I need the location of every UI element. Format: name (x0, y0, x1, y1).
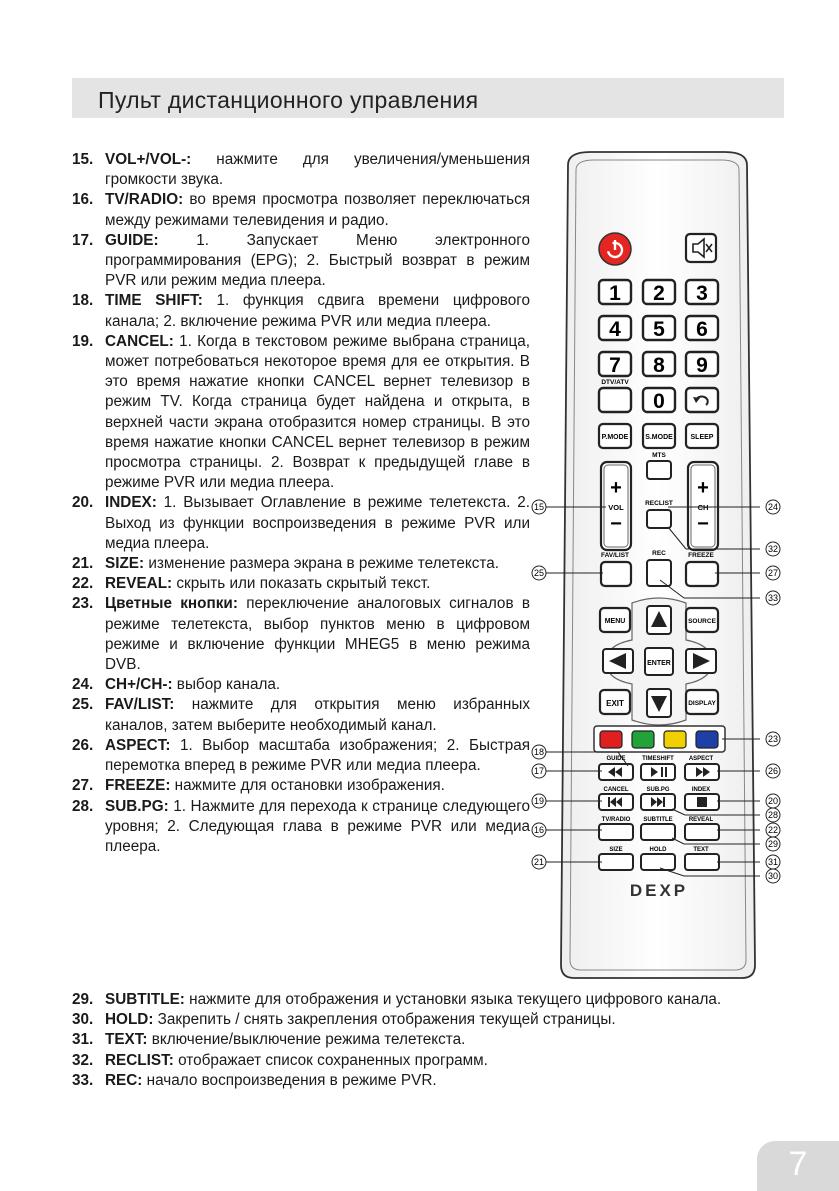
digit-8-button[interactable] (643, 352, 675, 377)
timeshift-label: TIMESHIFT (642, 756, 674, 762)
digit-9-button[interactable] (686, 352, 718, 377)
svg-text:3: 3 (696, 282, 708, 305)
svg-text:15: 15 (533, 502, 545, 512)
svg-text:8: 8 (653, 354, 665, 377)
play-pause-button[interactable] (641, 764, 675, 780)
hold-label: HOLD (649, 847, 667, 853)
dtv-atv-label: DTV/ATV (601, 379, 629, 386)
freeze-button[interactable] (686, 562, 718, 586)
dtv-atv-button[interactable] (599, 388, 631, 412)
vol-rocker[interactable] (601, 462, 631, 550)
svg-text:9: 9 (696, 354, 708, 377)
rec-label: REC (652, 550, 666, 557)
guide-label: GUIDE (606, 756, 626, 762)
digit-2-button[interactable] (643, 280, 675, 305)
favlist-button[interactable] (601, 562, 631, 586)
pmode-button[interactable] (599, 424, 631, 448)
list-item: 22. REVEAL: скрыть или показать скрытый текст. (72, 575, 431, 593)
list-item: 32. RECLIST: отображает список сохраненных программ. (72, 1051, 488, 1069)
rec-button[interactable] (647, 560, 671, 586)
svg-text:4: 4 (609, 318, 621, 341)
mts-button[interactable] (647, 461, 671, 479)
list-item: 17. GUIDE: 1. Запускает Меню электронного программирования (EPG); 2. Быстрый возврат в режим PVR или режим медиа плеера. (72, 231, 530, 290)
exit-button[interactable] (600, 690, 630, 714)
list-item: 23. Цветные кнопки: переключение аналоговых сигналов в режиме телетекста, выбор пунктов меню в цифровом режиме и включение функции MHEG5 в меню режима DVB. (72, 595, 530, 674)
svg-text:1: 1 (609, 282, 621, 305)
green-button[interactable] (632, 731, 654, 748)
svg-text:SOURCE: SOURCE (688, 618, 716, 625)
size-label: SIZE (609, 847, 623, 853)
red-button[interactable] (600, 731, 622, 748)
digit-0-button[interactable] (643, 388, 675, 413)
digit-1-button[interactable] (599, 280, 631, 305)
ch-label: CH (697, 503, 709, 512)
ch-rocker[interactable] (688, 462, 718, 550)
list-item: 20. INDEX: 1. Вызывает Оглавление в режиме телетекста. 2. Выход из функции воспроизведения в режиме PVR или медиа плеера. (72, 494, 530, 552)
svg-text:7: 7 (609, 354, 621, 377)
svg-text:21: 21 (533, 857, 545, 867)
recall-button[interactable] (686, 388, 718, 412)
svg-text:20: 20 (767, 796, 779, 806)
svg-text:27: 27 (767, 568, 779, 578)
list-item: 19. CANCEL: 1. Когда в текстовом режиме выбрана страница, может потребоваться некоторое время для ее открытия. В это время нажатие кнопки CANCEL вернет телевизор в режим TV. Когда страница будет найдена и открыта, в верхней части экрана отобразится номер страницы. В это время нажатие кнопки CANCEL вернет телевизор в режим просмотра страницы. 2. Возврат к предыдущей главе в режиме PVR или медиа плеера. (72, 332, 530, 492)
svg-text:18: 18 (533, 747, 545, 757)
digit-6-button[interactable] (686, 316, 718, 341)
text-label: TEXT (693, 847, 709, 853)
list-item: 25. FAV/LIST: нажмите для открытия меню избранных каналов, затем выберите необходимый канал. (72, 696, 530, 734)
source-button[interactable] (686, 608, 718, 632)
digit-3-button[interactable] (686, 280, 718, 305)
brand-logo: DEXP (629, 881, 689, 900)
svg-text:MENU: MENU (604, 618, 626, 625)
reclist-label: RECLIST (645, 500, 673, 507)
aspect-label: ASPECT (688, 756, 714, 762)
subpg-label: SUB.PG (646, 787, 670, 793)
list-item: 33. REC: начало воспроизведения в режиме PVR. (72, 1071, 437, 1089)
size-button[interactable] (599, 854, 633, 870)
list-item: 15. VOL+/VOL-: нажмите для увеличения/уменьшения громкости звука. (72, 151, 530, 189)
subtitle-label: SUBTITLE (643, 817, 673, 823)
fast-forward-button[interactable] (685, 764, 719, 780)
mute-button[interactable] (686, 234, 716, 262)
svg-text:31: 31 (767, 857, 779, 867)
svg-text:33: 33 (767, 593, 779, 603)
page-number: 7 (757, 1141, 839, 1191)
svg-text:23: 23 (767, 734, 779, 744)
index-label: INDEX (691, 787, 711, 793)
list-item: 18. TIME SHIFT: 1. функция сдвига времени цифрового канала; 2. включение режима PVR или медиа плеера. (72, 292, 530, 330)
smode-button[interactable] (643, 424, 675, 448)
list-item: 29. SUBTITLE: нажмите для отображения и установки языка текущего цифрового канала. (72, 991, 722, 1008)
list-item: 21. SIZE: изменение размера экрана в режиме телетекста. (72, 555, 499, 573)
svg-text:16: 16 (533, 825, 545, 835)
svg-text:EXIT: EXIT (606, 699, 624, 708)
list-item: 16. TV/RADIO: во время просмотра позволяет переключаться между режимами телевидения и радио. (72, 191, 530, 229)
callouts-right (766, 500, 780, 883)
prev-chapter-button[interactable] (599, 794, 633, 810)
rewind-button[interactable] (599, 764, 633, 780)
svg-text:26: 26 (767, 766, 779, 776)
list-item: 30. HOLD: Закрепить / снять закрепления отображения текущей страницы. (72, 1011, 616, 1029)
svg-text:0: 0 (653, 390, 665, 413)
svg-text:22: 22 (767, 825, 779, 835)
list-item: 27. FREEZE: нажмите для остановки изображения. (72, 777, 445, 795)
blue-button[interactable] (696, 731, 718, 748)
svg-text:29: 29 (767, 839, 779, 849)
power-button[interactable] (599, 233, 631, 265)
svg-text:30: 30 (767, 871, 779, 881)
stop-icon (697, 797, 707, 807)
page-title: Пульт дистанционного управления (98, 87, 479, 113)
vol-label: VOL (608, 503, 624, 512)
svg-text:25: 25 (533, 568, 545, 578)
svg-text:2: 2 (653, 282, 665, 305)
svg-text:19: 19 (533, 796, 545, 806)
freeze-label: FREEZE (688, 552, 714, 559)
svg-text:17: 17 (533, 766, 545, 776)
up-button[interactable] (647, 606, 671, 634)
menu-button[interactable] (600, 608, 630, 632)
digit-7-button[interactable] (599, 352, 631, 377)
vol-minus: − (610, 513, 622, 535)
list-item: 28. SUB.PG: 1. Нажмите для перехода к странице следующего уровня; 2. Следующая глава в режиме PVR или медиа плеера. (72, 797, 530, 855)
text-button[interactable] (685, 854, 719, 870)
tvradio-button[interactable] (599, 824, 633, 840)
right-button[interactable] (686, 649, 716, 673)
list-item: 31. TEXT: включение/выключение режима телетекста. (72, 1031, 466, 1049)
display-button[interactable] (686, 690, 718, 714)
svg-text:5: 5 (653, 318, 665, 341)
favlist-label: FAV/LIST (600, 552, 630, 559)
svg-text:24: 24 (767, 502, 779, 512)
svg-text:32: 32 (767, 544, 779, 554)
svg-text:28: 28 (767, 810, 779, 820)
svg-text:P.MODE: P.MODE (601, 434, 629, 441)
list-item: 26. ASPECT: 1. Выбор масштаба изображения; 2. Быстрая перемотка вперед в режиме PVR или медиа плеера. (72, 736, 530, 775)
digit-5-button[interactable] (643, 316, 675, 341)
list-item: 24. CH+/CH-: выбор канала. (72, 676, 281, 694)
svg-text:S.MODE: S.MODE (645, 434, 673, 441)
subtitle-button[interactable] (641, 824, 675, 840)
yellow-button[interactable] (664, 731, 686, 748)
vol-plus: + (610, 477, 622, 499)
ch-plus: + (697, 477, 709, 499)
enter-button[interactable] (645, 648, 673, 675)
reveal-button[interactable] (685, 824, 719, 840)
sleep-button[interactable] (686, 424, 718, 448)
svg-text:DISPLAY: DISPLAY (688, 700, 716, 707)
cancel-label: CANCEL (603, 787, 629, 793)
mts-label: MTS (652, 452, 666, 459)
stop-button[interactable] (685, 794, 719, 810)
reveal-label: REVEAL (688, 817, 714, 823)
callouts-left (532, 500, 546, 869)
svg-text:SLEEP: SLEEP (690, 434, 714, 441)
reclist-button[interactable] (647, 510, 671, 528)
tvradio-label: TV/RADIO (601, 817, 631, 823)
hold-button[interactable] (641, 854, 675, 870)
svg-text:6: 6 (696, 318, 708, 341)
svg-text:ENTER: ENTER (647, 660, 671, 667)
next-chapter-button[interactable] (641, 794, 675, 810)
ch-minus: − (697, 513, 709, 535)
digit-4-button[interactable] (599, 316, 631, 341)
left-button[interactable] (603, 649, 633, 673)
down-button[interactable] (647, 689, 671, 717)
